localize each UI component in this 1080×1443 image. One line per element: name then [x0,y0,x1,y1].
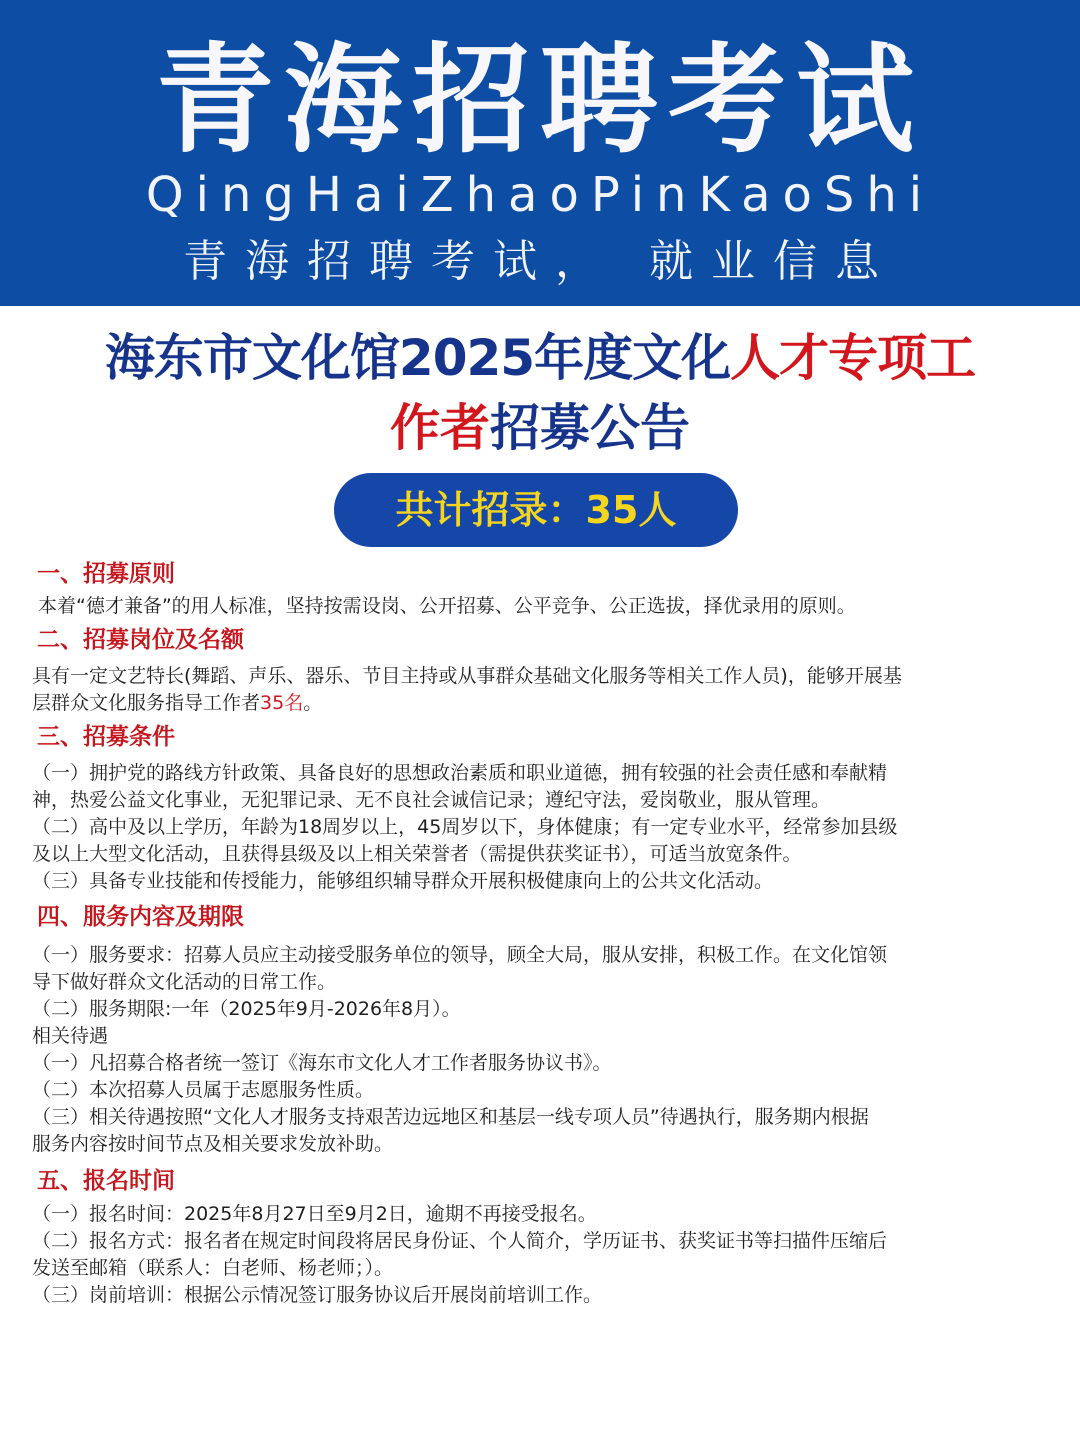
section-2-line-prefix: 层群众文化服务指导工作者 [32,692,261,714]
section-5-line: （三）岗前培训：根据公示情况签订服务协议后开展岗前培训工作。 [32,1284,603,1306]
section-4-title: 四、服务内容及期限 [37,904,244,930]
section-3-line: （二）高中及以上学历，年龄为18周岁以上，45周岁以下，身体健康；有一定专业水平，经常参加县级 [32,816,898,838]
section-4-line: （一）凡招募合格者统一签订《海东市文化人才工作者服务协议书》。 [32,1052,612,1074]
headline-red-part-2: 作者 [390,399,490,457]
banner-pinyin: QingHaiZhaoPinKaoShi [145,167,935,223]
headline-line-2 [0,396,1080,460]
headline-line-1 [0,326,1080,390]
section-3-line: 及以上大型文化活动，且获得县级及以上相关荣誉者（需提供获奖证书），可适当放宽条件。 [32,843,802,865]
section-1-title: 一、招募原则 [37,561,175,587]
section-3-title: 三、招募条件 [37,724,175,750]
section-4-line: （二）本次招募人员属于志愿服务性质。 [32,1079,375,1101]
quota-highlight: 35名 [260,692,304,714]
header-banner [0,0,1080,306]
section-3-line: 神，热爱公益文化事业，无犯罪记录、无不良社会诚信记录；遵纪守法，爱岗敬业，服从管理。 [32,789,831,811]
section-1-line: 本着“德才兼备”的用人标准，坚持按需设岗、公开招募、公平竞争、公正选拔，择优录用的原则。 [38,595,856,617]
section-3-line: （三）具备专业技能和传授能力，能够组织辅导群众开展积极健康向上的公共文化活动。 [32,870,774,892]
banner-title: 青海招聘考试 [155,30,924,169]
section-2-line: 具有一定文艺特长(舞蹈、声乐、器乐、节目主持或从事群众基础文化服务等相关工作人员)，能够开展基 [32,665,902,687]
section-5-text [32,1201,1052,1309]
section-4-line: 导下做好群众文化活动的日常工作。 [32,971,337,993]
recruit-count-badge: 共计招录：35人 [334,473,738,547]
banner-subtitle: 青海招聘考试， 就业信息 [183,236,897,287]
headline-red-part: 人才专项工 [730,329,976,387]
section-4-line: （一）服务要求：招募人员应主动接受服务单位的领导，顾全大局，服从安排，积极工作。在文化馆领 [32,944,888,966]
section-4-line: （二）服务期限:一年（2025年9月-2026年8月）。 [32,998,461,1020]
section-2-line [32,690,1052,717]
section-1-text [38,593,1058,620]
section-2-title: 二、招募岗位及名额 [37,627,244,653]
section-2-line-suffix: 。 [303,692,323,714]
section-3-text [32,760,1052,895]
section-2-text [32,663,1052,717]
section-5-line: （二）报名方式：报名者在规定时间段将居民身份证、个人简介，学历证书、获奖证书等扫描件压缩后 [32,1230,888,1252]
section-4-text [32,942,1052,1158]
section-5-title: 五、报名时间 [37,1168,175,1194]
section-4-line: 服务内容按时间节点及相关要求发放补助。 [32,1133,394,1155]
headline-blue-part: 海东市文化馆2025年度文化 [104,329,731,387]
section-3-line: （一）拥护党的路线方针政策、具备良好的思想政治素质和职业道德，拥有较强的社会责任感和奉献精 [32,762,888,784]
headline-blue-part-2: 招募公告 [490,399,690,457]
section-4-line: （三）相关待遇按照“文化人才服务支持艰苦边远地区和基层一线专项人员”待遇执行，服务期内根据 [32,1106,869,1128]
section-5-line: （一）报名时间：2025年8月27日至9月2日，逾期不再接受报名。 [32,1203,597,1225]
section-4-line: 相关待遇 [32,1025,109,1047]
section-5-line: 发送至邮箱（联系人：白老师、杨老师；）。 [32,1257,394,1279]
